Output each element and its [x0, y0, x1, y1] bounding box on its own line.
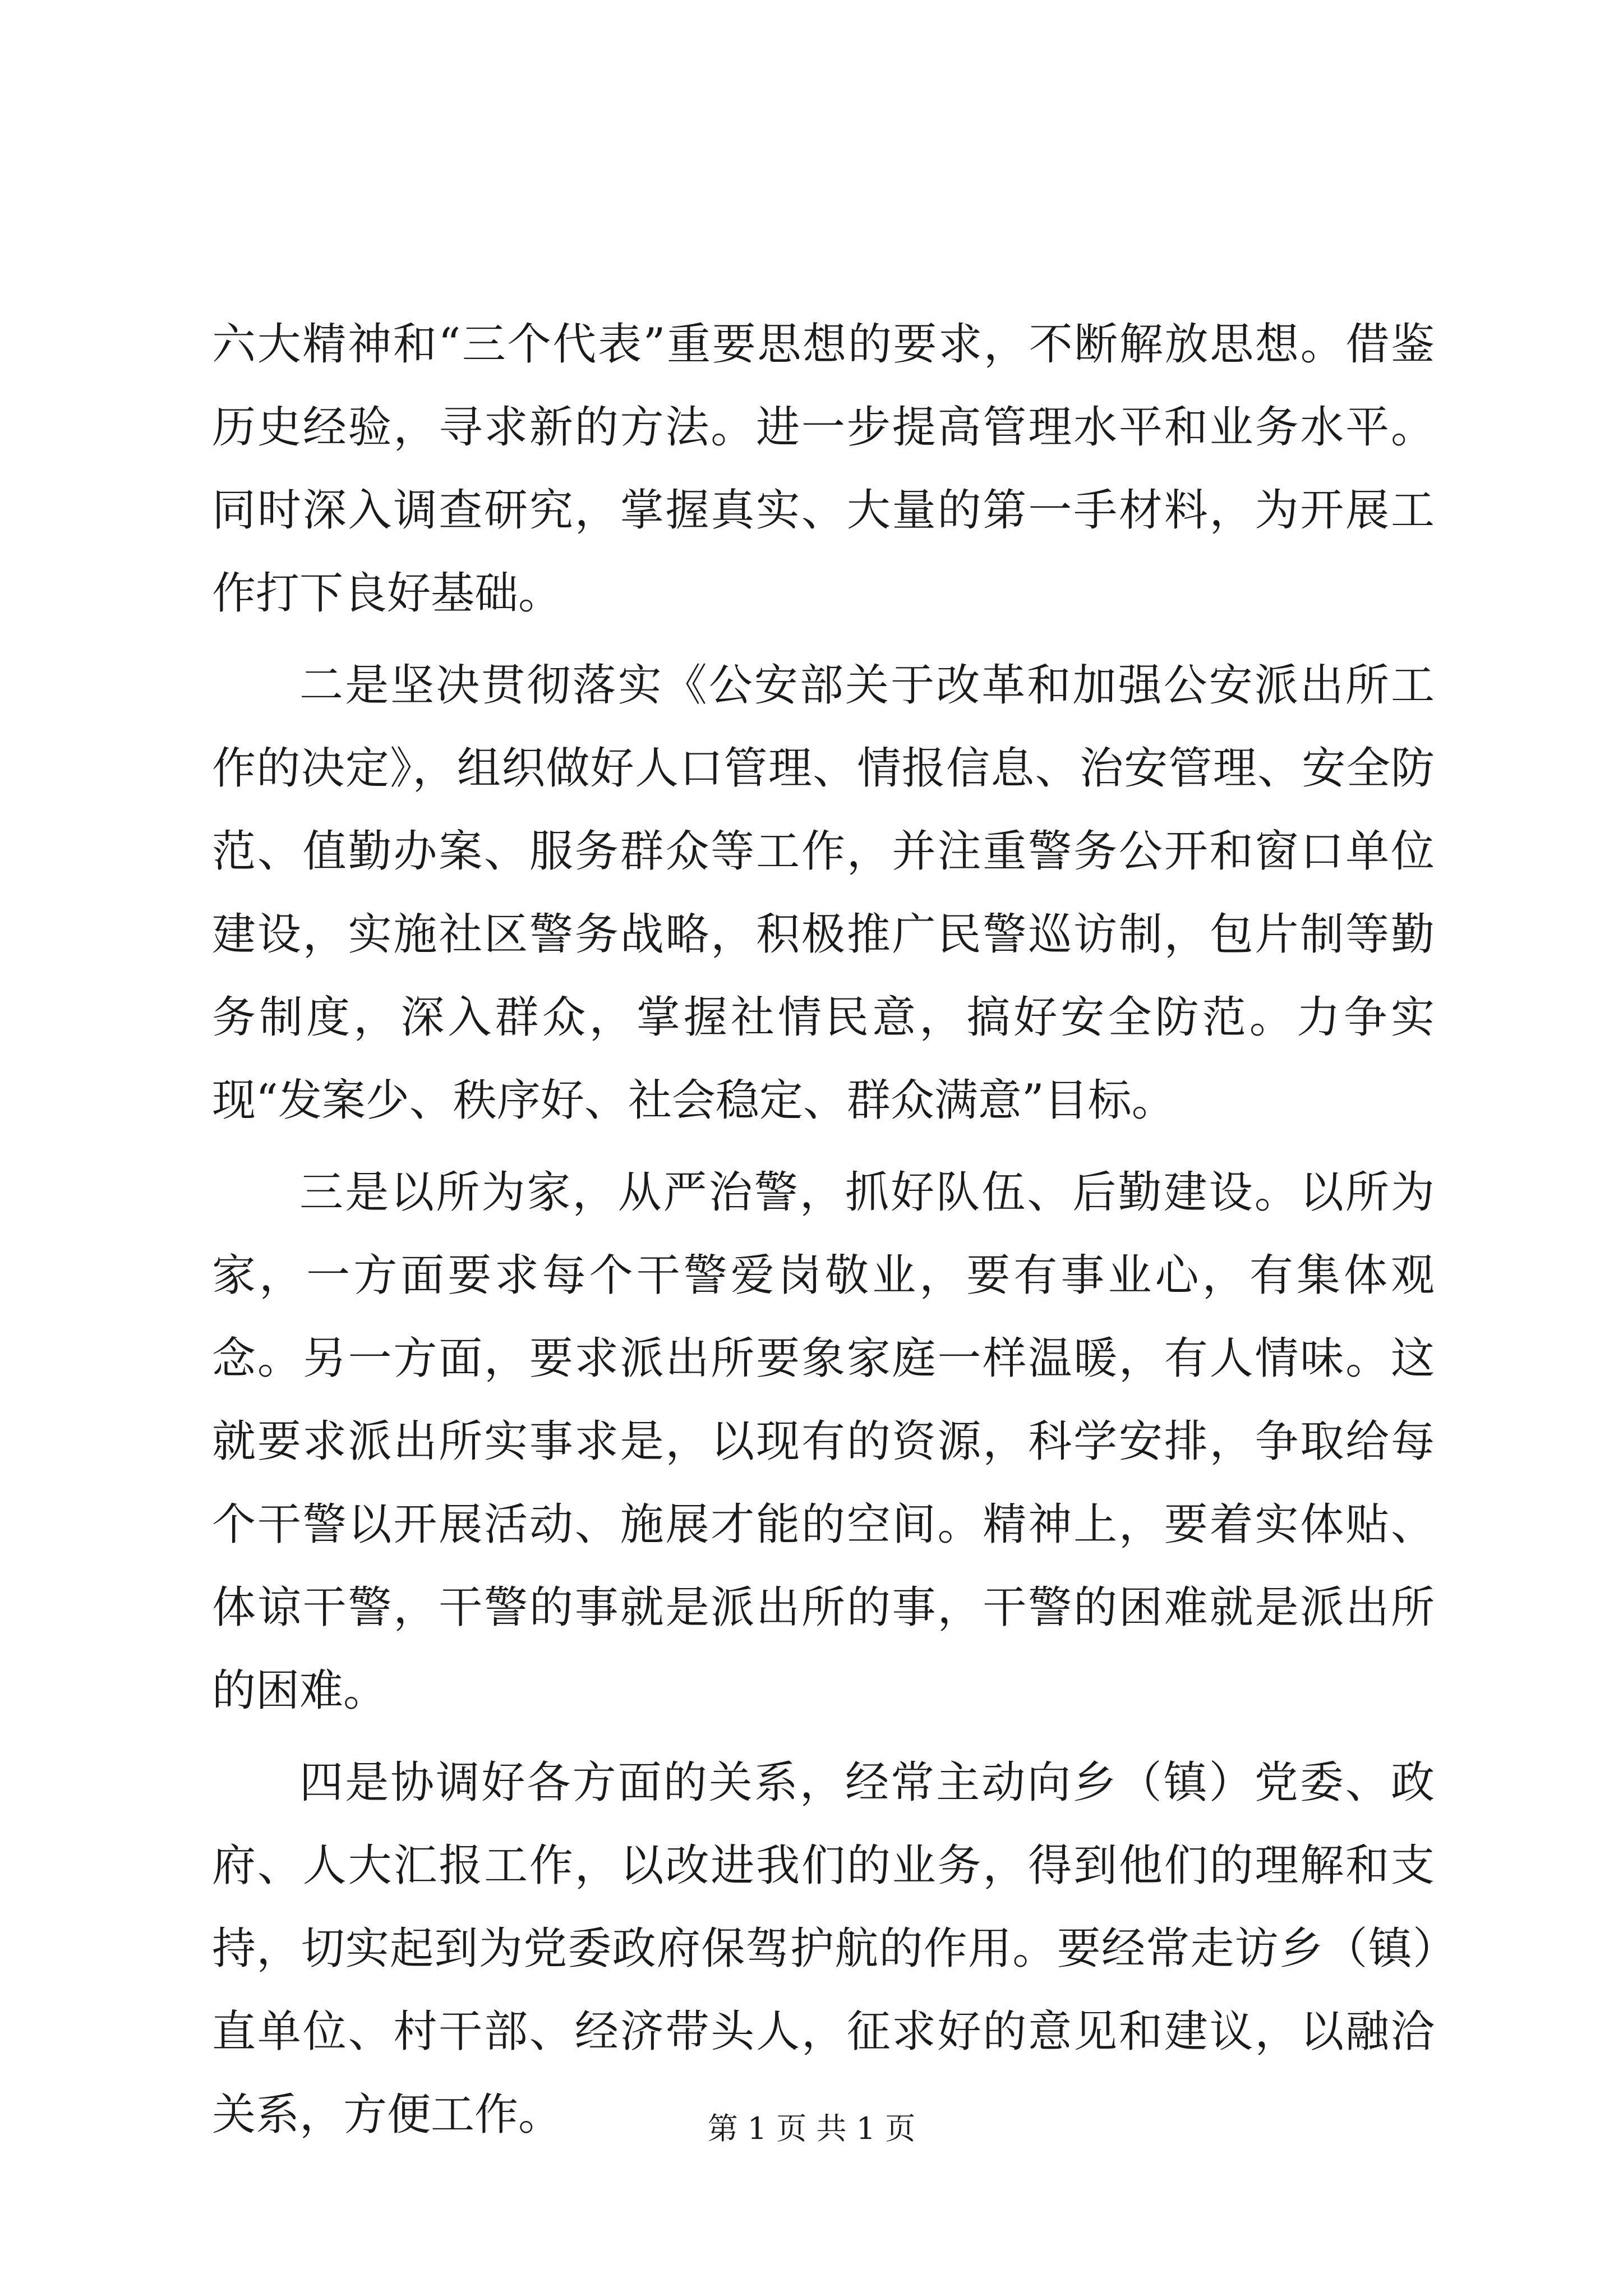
paragraph-point-three: 三是以所为家，从严治警，抓好队伍、后勤建设。以所为家，一方面要求每个干警爱岗敬业，要有事业心，有集体观念。另一方面，要求派出所要象家庭一样温暖，有人情味。这就要求派出所实事求是，以现有的资源，科学安排，争取给每个干警以开展活动、施展才能的空间。精神上，要着实体贴、体谅干警，干警的事就是派出所的事，干警的困难就是派出所的困难。	[212, 1167, 1435, 1716]
paragraph-point-four: 四是协调好各方面的关系，经常主动向乡（镇）党委、政府、人大汇报工作，以改进我们的业务，得到他们的理解和支持，切实起到为党委政府保驾护航的作用。要经常走访乡（镇）直单位、村干部、经济带头人，征求好的意见和建议，以融洽关系，方便工作。	[212, 1757, 1435, 2140]
page-footer: 第 1 页 共 1 页	[707, 2111, 916, 2146]
document-body	[212, 303, 1435, 2165]
paragraph-point-two: 二是坚决贯彻落实《公安部关于改革和加强公安派出所工作的决定》，组织做好人口管理、情报信息、治安管理、安全防范、值勤办案、服务群众等工作，并注重警务公开和窗口单位建设，实施社区警务战略，积极推广民警巡访制，包片制等勤务制度，深入群众，掌握社情民意，搞好安全防范。力争实现“发案少、秩序好、社会稳定、群众满意”目标。	[212, 660, 1435, 1126]
paragraph-continuation: 六大精神和“三个代表”重要思想的要求，不断解放思想。借鉴历史经验，寻求新的方法。进一步提高管理水平和业务水平。同时深入调查研究，掌握真实、大量的第一手材料，为开展工作打下良好基础。	[212, 319, 1435, 619]
